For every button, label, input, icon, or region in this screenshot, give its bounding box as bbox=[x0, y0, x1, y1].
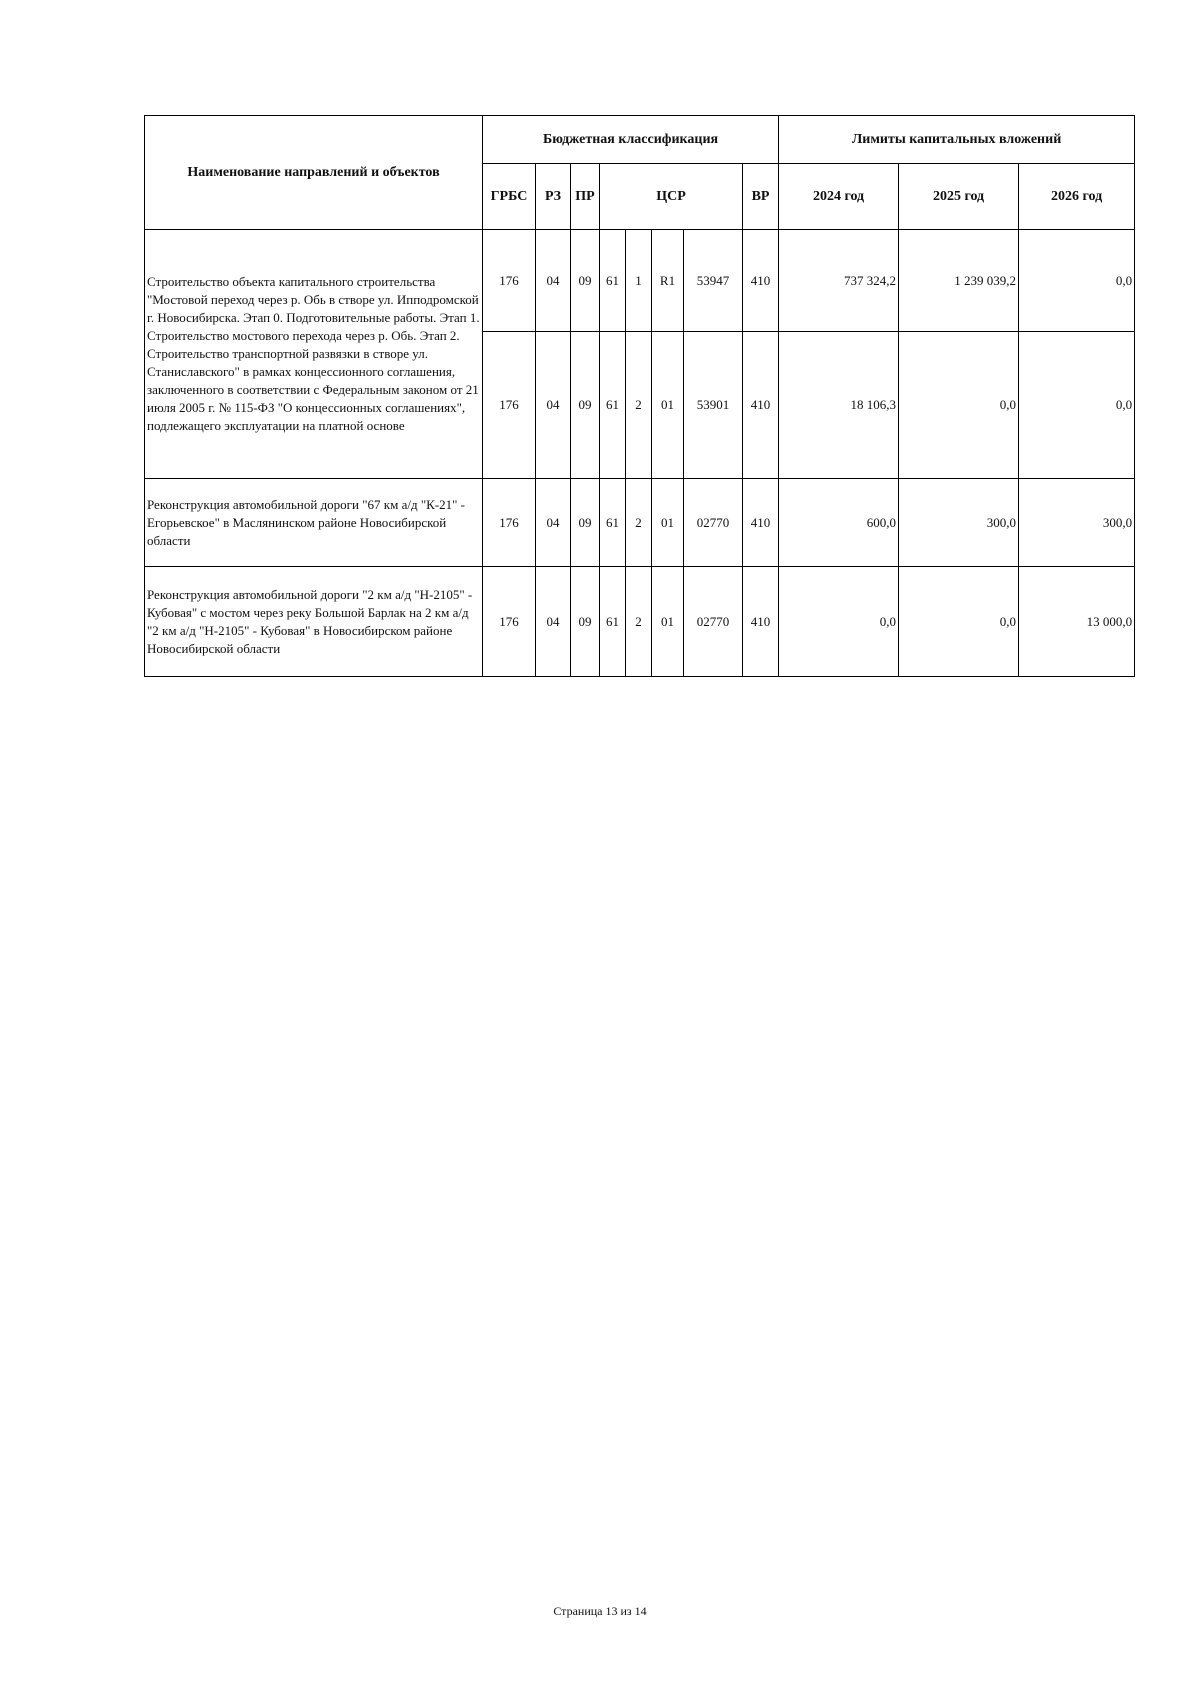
cell-csr-program: 61 bbox=[600, 567, 626, 677]
cell-2026: 300,0 bbox=[1019, 479, 1135, 567]
cell-pr: 09 bbox=[571, 230, 600, 332]
header-year-2024: 2024 год bbox=[779, 164, 899, 230]
cell-rz: 04 bbox=[536, 332, 571, 479]
header-capital-limits: Лимиты капитальных вложений bbox=[779, 116, 1135, 164]
cell-csr-event: 01 bbox=[652, 479, 684, 567]
header-budget-classification: Бюджетная классификация bbox=[483, 116, 779, 164]
table-row bbox=[145, 479, 1135, 567]
cell-csr-subprogram: 1 bbox=[626, 230, 652, 332]
cell-csr-program: 61 bbox=[600, 479, 626, 567]
cell-2024: 737 324,2 bbox=[779, 230, 899, 332]
header-rz: РЗ bbox=[536, 164, 571, 230]
table-row bbox=[145, 230, 1135, 332]
cell-csr-direction: 02770 bbox=[684, 567, 743, 677]
cell-csr-program: 61 bbox=[600, 230, 626, 332]
cell-csr-direction: 02770 bbox=[684, 479, 743, 567]
cell-pr: 09 bbox=[571, 332, 600, 479]
cell-rz: 04 bbox=[536, 230, 571, 332]
header-name-column: Наименование направлений и объектов bbox=[145, 116, 483, 230]
object-name: Строительство объекта капитального строительства "Мостовой переход через р. Обь в створе ул. Ипподромской г. Новосибирска. Этап 0. Подготовительные работы. Этап 1. Строительство мостового перехода через р. Обь. Этап 2. Строительство транспортной развязки в створе ул. Станиславского" в рамках концессионного соглашения, заключенного в соответствии с Федеральным законом от 21 июля 2005 г. № 115-ФЗ "О концессионных соглашениях", подлежащего эксплуатации на платной основе bbox=[145, 230, 483, 479]
cell-grbs: 176 bbox=[483, 332, 536, 479]
page-number: Страница 13 из 14 bbox=[553, 1604, 647, 1618]
cell-csr-direction: 53947 bbox=[684, 230, 743, 332]
cell-2026: 0,0 bbox=[1019, 230, 1135, 332]
cell-csr-subprogram: 2 bbox=[626, 567, 652, 677]
cell-csr-subprogram: 2 bbox=[626, 332, 652, 479]
cell-2024: 600,0 bbox=[779, 479, 899, 567]
cell-grbs: 176 bbox=[483, 230, 536, 332]
object-name: Реконструкция автомобильной дороги "2 км а/д "Н-2105" - Кубовая" с мостом через реку Большой Барлак на 2 км а/д "2 км а/д "Н-2105" - Кубовая" в Новосибирском районе Новосибирской области bbox=[145, 567, 483, 677]
cell-grbs: 176 bbox=[483, 567, 536, 677]
cell-csr-event: 01 bbox=[652, 567, 684, 677]
header-pr: ПР bbox=[571, 164, 600, 230]
header-grbs: ГРБС bbox=[483, 164, 536, 230]
object-name: Реконструкция автомобильной дороги "67 км а/д "К-21" - Егорьевское" в Маслянинском районе Новосибирской области bbox=[145, 479, 483, 567]
cell-csr-program: 61 bbox=[600, 332, 626, 479]
cell-vr: 410 bbox=[743, 479, 779, 567]
cell-2025: 1 239 039,2 bbox=[899, 230, 1019, 332]
cell-rz: 04 bbox=[536, 567, 571, 677]
capital-investment-table bbox=[144, 115, 1135, 677]
cell-grbs: 176 bbox=[483, 479, 536, 567]
cell-csr-direction: 53901 bbox=[684, 332, 743, 479]
cell-pr: 09 bbox=[571, 567, 600, 677]
header-year-2026: 2026 год bbox=[1019, 164, 1135, 230]
cell-vr: 410 bbox=[743, 567, 779, 677]
cell-2024: 0,0 bbox=[779, 567, 899, 677]
cell-vr: 410 bbox=[743, 332, 779, 479]
cell-2026: 13 000,0 bbox=[1019, 567, 1135, 677]
cell-2025: 300,0 bbox=[899, 479, 1019, 567]
cell-rz: 04 bbox=[536, 479, 571, 567]
cell-2026: 0,0 bbox=[1019, 332, 1135, 479]
cell-2025: 0,0 bbox=[899, 332, 1019, 479]
cell-csr-subprogram: 2 bbox=[626, 479, 652, 567]
cell-csr-event: R1 bbox=[652, 230, 684, 332]
header-csr: ЦСР bbox=[600, 164, 743, 230]
table-row bbox=[145, 567, 1135, 677]
header-vr: ВР bbox=[743, 164, 779, 230]
cell-vr: 410 bbox=[743, 230, 779, 332]
header-year-2025: 2025 год bbox=[899, 164, 1019, 230]
cell-2024: 18 106,3 bbox=[779, 332, 899, 479]
cell-2025: 0,0 bbox=[899, 567, 1019, 677]
cell-csr-event: 01 bbox=[652, 332, 684, 479]
cell-pr: 09 bbox=[571, 479, 600, 567]
